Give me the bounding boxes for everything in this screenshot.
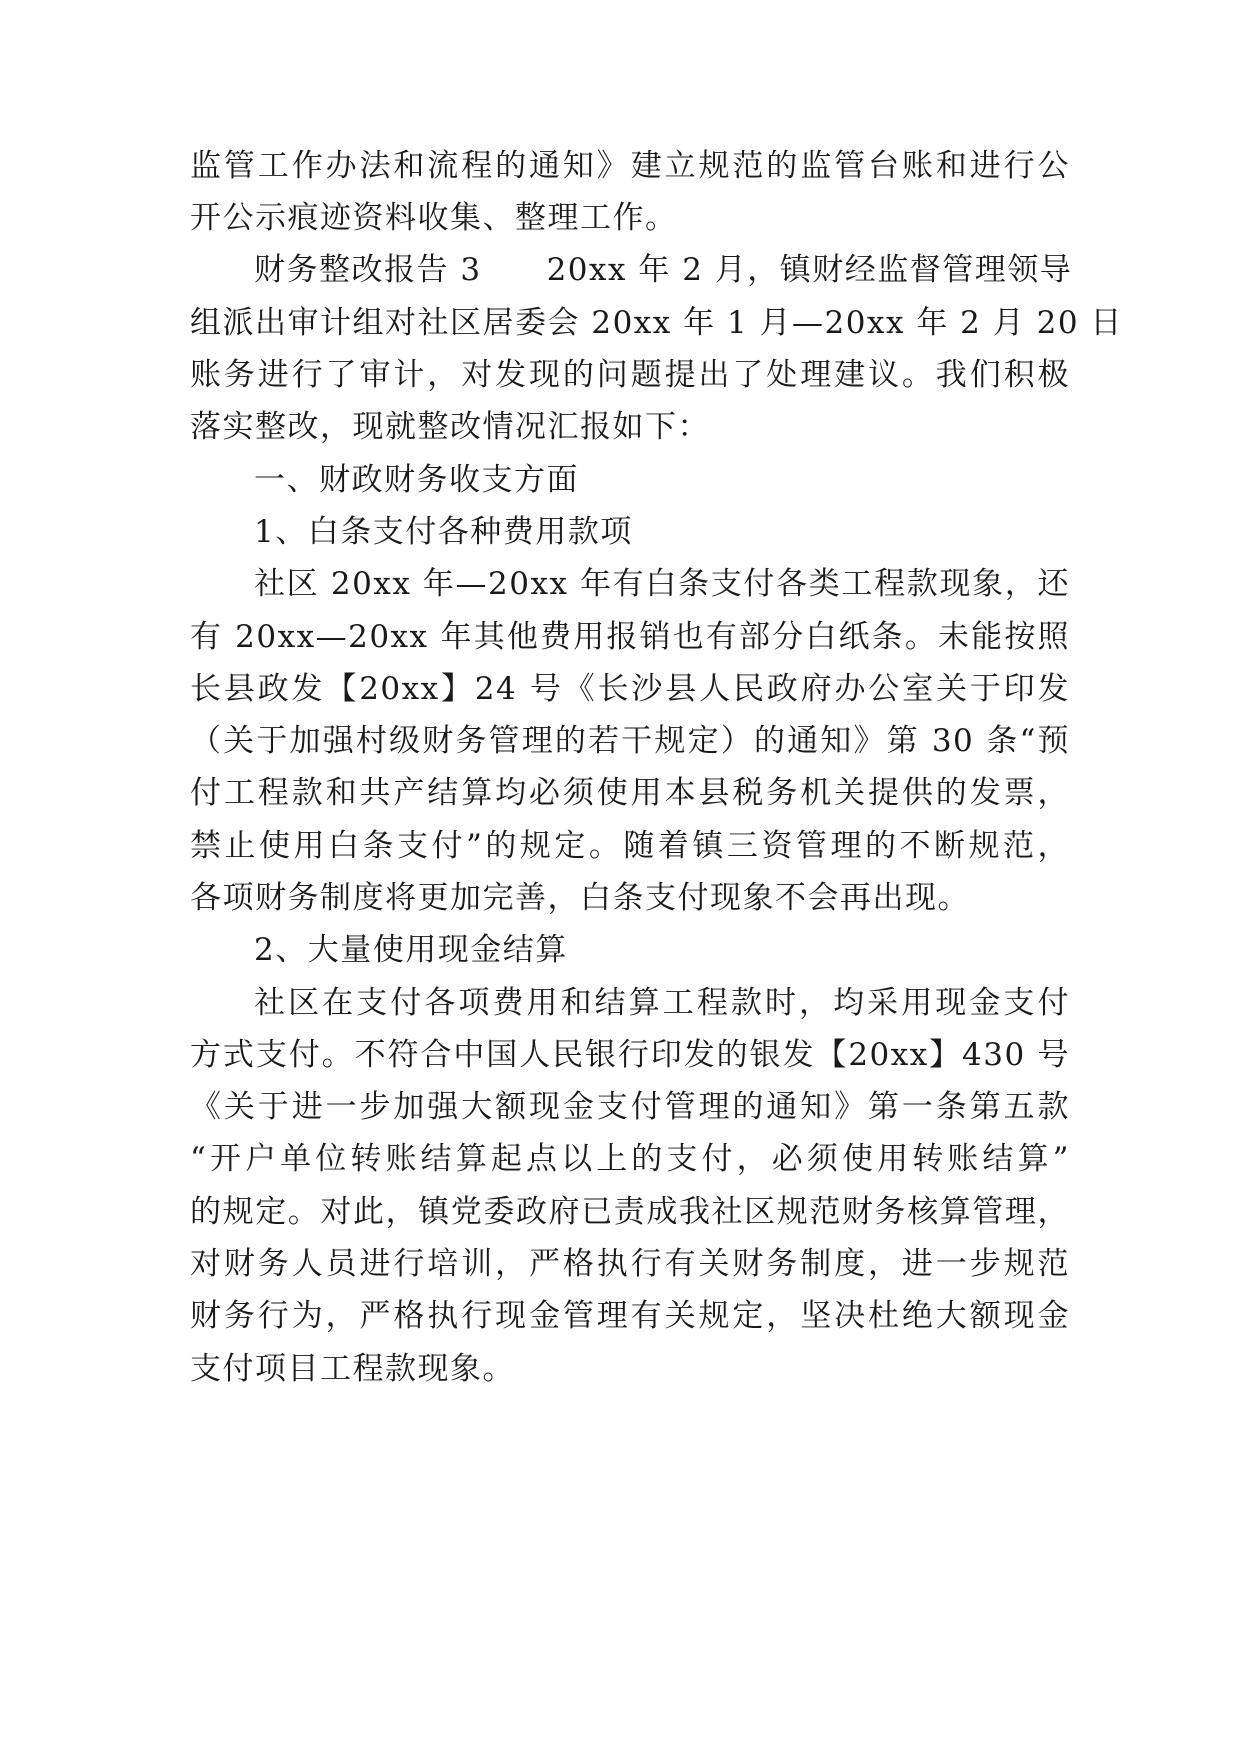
body-text-line: 社区 20xx 年—20xx 年有白条支付各类工程款现象，还 bbox=[254, 566, 1070, 602]
body-text-line: 的规定。对此，镇党委政府已责成我社区规范财务核算管理， bbox=[190, 1194, 1070, 1230]
body-text-line: 开公示痕迹资料收集、整理工作。 bbox=[190, 200, 678, 236]
body-text-line: （关于加强村级财务管理的若干规定）的通知》第 30 条“预 bbox=[190, 723, 1070, 759]
body-text-line: 支付项目工程款现象。 bbox=[190, 1351, 515, 1387]
body-text-line: 禁止使用白条支付”的规定。随着镇三资管理的不断规范， bbox=[190, 828, 1070, 864]
body-text-line: “开户单位转账结算起点以上的支付，必须使用转账结算” bbox=[190, 1141, 1070, 1177]
body-text-line: 《关于进一步加强大额现金支付管理的通知》第一条第五款 bbox=[190, 1089, 1070, 1125]
body-text-line: 对财务人员进行培训，严格执行有关财务制度，进一步规范 bbox=[190, 1246, 1070, 1282]
subsection-heading: 2、大量使用现金结算 bbox=[254, 932, 568, 968]
body-text-line: 账务进行了审计，对发现的问题提出了处理建议。我们积极 bbox=[190, 357, 1070, 393]
body-text-line: 方式支付。不符合中国人民银行印发的银发【20xx】430 号 bbox=[190, 1037, 1070, 1073]
body-text-line: 落实整改，现就整改情况汇报如下： bbox=[190, 409, 710, 445]
body-text-line: 各项财务制度将更加完善，白条支付现象不会再出现。 bbox=[190, 880, 970, 916]
report-heading-line: 财务整改报告 3 20xx 年 2 月，镇财经监督管理领导 bbox=[254, 252, 1073, 288]
body-text-line: 财务行为，严格执行现金管理有关规定，坚决杜绝大额现金 bbox=[190, 1298, 1070, 1334]
body-text-line: 社区在支付各项费用和结算工程款时，均采用现金支付 bbox=[254, 985, 1070, 1021]
subsection-heading: 1、白条支付各种费用款项 bbox=[254, 514, 633, 550]
body-text-line: 监管工作办法和流程的通知》建立规范的监管台账和进行公 bbox=[190, 148, 1070, 184]
body-text-line: 组派出审计组对社区居委会 20xx 年 1 月—20xx 年 2 月 20 日 bbox=[190, 305, 1123, 341]
body-text-line: 付工程款和共产结算均必须使用本县税务机关提供的发票， bbox=[190, 775, 1070, 811]
section-heading: 一、财政财务收支方面 bbox=[254, 462, 579, 498]
body-text-line: 有 20xx—20xx 年其他费用报销也有部分白纸条。未能按照 bbox=[190, 619, 1070, 655]
body-text-line: 长县政发【20xx】24 号《长沙县人民政府办公室关于印发 bbox=[190, 671, 1070, 707]
